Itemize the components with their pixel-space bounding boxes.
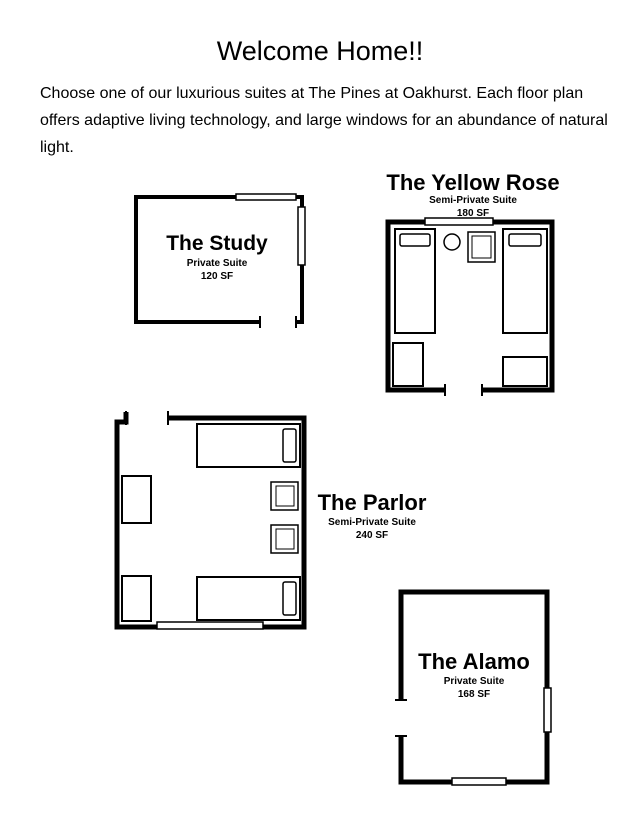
plan-the-yellow-rose [388, 218, 552, 396]
suite-name: The Alamo [418, 649, 530, 674]
window [236, 194, 296, 200]
window [298, 207, 305, 265]
plan-the-parlor [117, 411, 304, 629]
window [425, 218, 493, 225]
pillow [509, 234, 541, 246]
pillow [283, 429, 296, 462]
suite-type: Private Suite [443, 676, 505, 687]
suite-type: Private Suite [186, 258, 248, 269]
bed [197, 424, 300, 467]
suite-size: 120 SF [200, 271, 234, 282]
suite-name: The Study [166, 232, 268, 255]
suite-name: The Parlor [317, 490, 427, 515]
pillow [400, 234, 430, 246]
intro-paragraph: Choose one of our luxurious suites at The Pines at Oakhurst. Each floor plan offers adaptive living technology, and large windows for an abundance of natural light. [40, 85, 608, 156]
window [157, 622, 263, 629]
wardrobe [122, 476, 151, 523]
bed [197, 577, 300, 620]
page-title: Welcome Home!! [216, 36, 424, 66]
bed [395, 229, 435, 333]
pillow [283, 582, 296, 615]
window [544, 688, 551, 732]
suite-type: Semi-Private Suite [328, 517, 416, 528]
window [452, 778, 506, 785]
wardrobe [122, 576, 151, 621]
suite-size: 240 SF [355, 530, 389, 541]
suite-type: Semi-Private Suite [429, 195, 517, 206]
suite-size: 168 SF [457, 689, 491, 700]
chair-seat [276, 486, 294, 506]
nightstand [444, 234, 460, 250]
chair-seat [472, 236, 491, 258]
chair-seat [276, 529, 294, 549]
suite-size: 180 SF [456, 208, 490, 219]
wardrobe [393, 343, 423, 386]
dresser [503, 357, 547, 386]
suite-name: The Yellow Rose [386, 170, 560, 195]
